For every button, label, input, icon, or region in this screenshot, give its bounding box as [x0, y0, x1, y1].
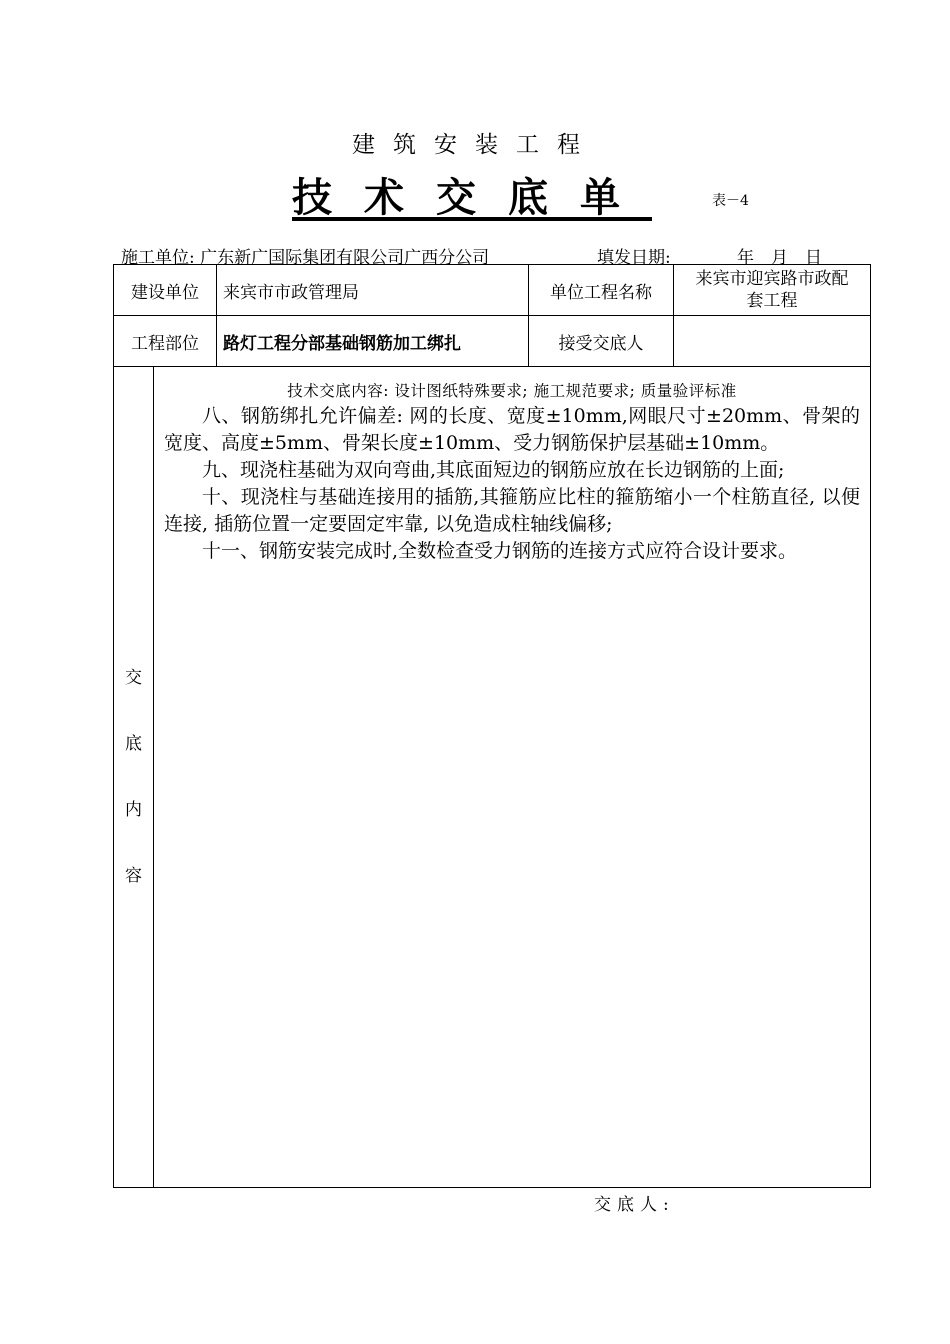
- fill-date-label: 填发日期:: [597, 248, 671, 268]
- side-char: 交: [125, 668, 142, 688]
- content-paragraph: 十、现浇柱与基础连接用的插筋,其箍筋应比柱的箍筋缩小一个柱筋直径, 以便连接, 插筋位置一定要固定牢靠, 以免造成柱轴线偏移;: [164, 486, 860, 535]
- section-label: 工程部位: [114, 316, 217, 367]
- table-row: [114, 367, 871, 1188]
- table-row: [114, 265, 871, 316]
- content-side-label: [114, 367, 154, 1188]
- content-paragraph: 八、钢筋绑扎允许偏差: 网的长度、宽度±10mm,网眼尺寸±20mm、骨架的宽度、高度±5mm、骨架长度±10mm、受力钢筋保护层基础±10mm。: [164, 405, 860, 454]
- fill-date-value: 年 月 日: [737, 248, 822, 268]
- signer-label: 交底人:: [594, 1195, 675, 1215]
- receiver-value: [674, 316, 871, 367]
- side-char: 底: [125, 734, 142, 754]
- document-subtitle: 建筑安装工程: [352, 132, 598, 158]
- section-value: 路灯工程分部基础钢筋加工绑扎: [217, 316, 529, 367]
- content-paragraph: 十一、钢筋安装完成时,全数检查受力钢筋的连接方式应符合设计要求。: [202, 540, 798, 562]
- form-number: 表－4: [712, 193, 749, 209]
- content-heading: 技术交底内容: 设计图纸特殊要求; 施工规范要求; 质量验评标准: [287, 382, 737, 400]
- build-unit-label: 建设单位: [114, 265, 217, 316]
- handover-table: [113, 264, 871, 1188]
- side-char: 容: [125, 866, 142, 886]
- side-char: 内: [125, 800, 142, 820]
- document-title: 技术交底单: [292, 174, 652, 221]
- project-name-label: 单位工程名称: [529, 265, 674, 316]
- receiver-label: 接受交底人: [529, 316, 674, 367]
- table-row: [114, 316, 871, 367]
- project-name-value: 来宾市迎宾路市政配套工程: [674, 265, 871, 316]
- content-cell: [154, 367, 871, 1188]
- build-unit-value: 来宾市市政管理局: [217, 265, 529, 316]
- content-paragraph: 九、现浇柱基础为双向弯曲,其底面短边的钢筋应放在长边钢筋的上面;: [202, 459, 785, 481]
- construction-unit: 施工单位: 广东新广国际集团有限公司广西分公司: [121, 248, 490, 268]
